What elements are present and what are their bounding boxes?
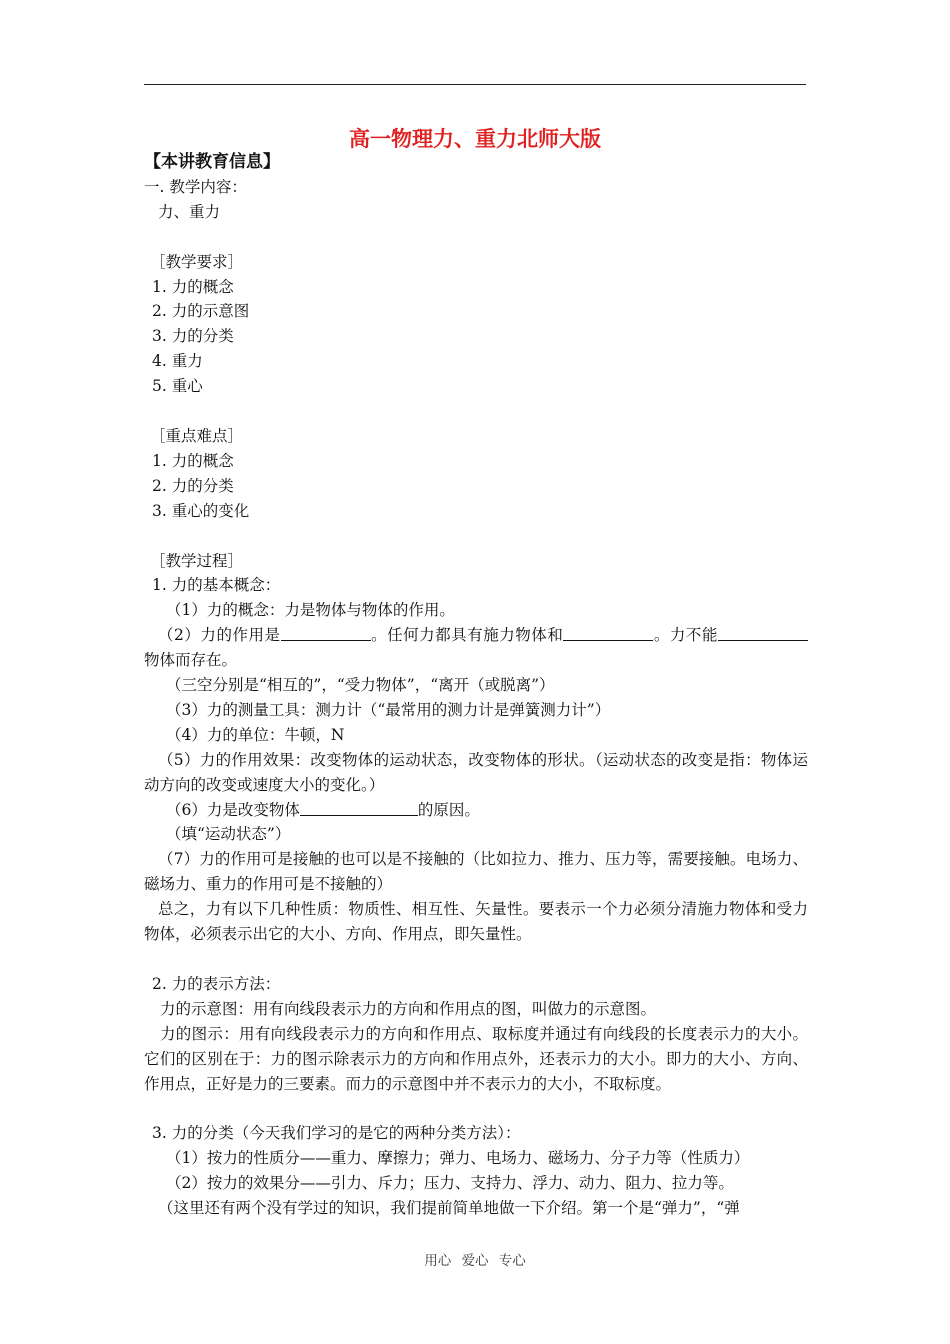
document-body bbox=[144, 150, 808, 1221]
blank-line bbox=[144, 524, 808, 549]
text-line: 一. 教学内容： bbox=[144, 177, 247, 196]
list-item: 5. 重心 bbox=[152, 377, 203, 396]
fill-in-paragraph: （2）力的作用是 。任何力都具有施力物体和 。力不能物体而存在。 bbox=[144, 623, 808, 673]
paragraph: （5）力的作用效果：改变物体的运动状态，改变物体的形状。（运动状态的改变是指：物体运动方向的改变或速度大小的变化。） bbox=[144, 750, 808, 794]
subsection-heading: 3. 力的分类（今天我们学习的是它的两种分类方法）： bbox=[152, 1124, 521, 1143]
text-line: （三空分别是“相互的”，“受力物体”，“离开（或脱离”） bbox=[166, 676, 555, 695]
text-line: 力、重力 bbox=[158, 202, 221, 221]
list-item: 1. 力的概念 bbox=[152, 451, 234, 470]
text-line: （4）力的单位：牛顿，N bbox=[166, 725, 345, 744]
fill-blank bbox=[300, 800, 418, 816]
text-line: （1）按力的性质分——重力、摩擦力；弹力、电场力、磁场力、分子力等（性质力） bbox=[166, 1149, 750, 1168]
section-heading: 【本讲教育信息】 bbox=[144, 152, 280, 172]
document-title: 高一物理力、重力北师大版 bbox=[349, 127, 601, 151]
subsection-heading: 2. 力的表示方法： bbox=[152, 974, 281, 993]
subsection-heading: ［教学要求］ bbox=[150, 252, 244, 271]
text-line: （2）按力的效果分——引力、斥力；压力、支持力、浮力、动力、阻力、拉力等。 bbox=[166, 1174, 734, 1193]
list-item: 4. 重力 bbox=[152, 352, 203, 371]
list-item: 3. 重心的变化 bbox=[152, 501, 250, 520]
subsection-heading: ［教学过程］ bbox=[150, 551, 244, 570]
paragraph: 力的示意图：用有向线段表示力的方向和作用点的图，叫做力的示意图。 bbox=[160, 999, 657, 1018]
text-line: （3）力的测量工具：测力计（“最常用的测力计是弹簧测力计”） bbox=[166, 700, 611, 719]
blank-line bbox=[144, 1096, 808, 1121]
blank-line bbox=[144, 225, 808, 250]
list-item: 3. 力的分类 bbox=[152, 327, 234, 346]
paragraph: 总之，力有以下几种性质：物质性、相互性、矢量性。要表示一个力必须分清施力物体和受力物体，必须表示出它的大小、方向、作用点，即矢量性。 bbox=[144, 900, 808, 944]
text-line: （这里还有两个没有学过的知识，我们提前简单地做一下介绍。第一个是“弹力”，“弹 bbox=[158, 1199, 740, 1218]
page-footer: 用心 爱心 专心 bbox=[424, 1253, 526, 1269]
fill-in-line: （6）力是改变物体 的原因。 bbox=[166, 800, 480, 819]
fill-blank bbox=[563, 625, 653, 641]
fill-blank bbox=[281, 625, 371, 641]
list-item: 2. 力的分类 bbox=[152, 476, 234, 495]
list-item: 1. 力的概念 bbox=[152, 277, 234, 296]
fill-blank bbox=[718, 625, 808, 641]
paragraph: 力的图示：用有向线段表示力的方向和作用点、取标度并通过有向线段的长度表示力的大小。它们的区别在于：力的图示除表示力的方向和作用点外，还表示力的大小。即力的大小、方向、作用点，正好是力的三要素。而力的示意图中并不表示力的大小，不取标度。 bbox=[144, 1024, 808, 1093]
list-item: 2. 力的示意图 bbox=[152, 302, 250, 321]
header-rule bbox=[144, 84, 806, 85]
blank-line bbox=[144, 947, 808, 972]
blank-line bbox=[144, 399, 808, 424]
subsection-heading: ［重点难点］ bbox=[150, 426, 244, 445]
paragraph: （7）力的作用可是接触的也可以是不接触的（比如拉力、推力、压力等，需要接触。电场力、磁场力、重力的作用可是不接触的） bbox=[144, 850, 808, 894]
text-line: （填“运动状态”） bbox=[166, 825, 291, 844]
list-item: 1. 力的基本概念： bbox=[152, 576, 281, 595]
text-line: （1）力的概念：力是物体与物体的作用。 bbox=[166, 601, 455, 620]
